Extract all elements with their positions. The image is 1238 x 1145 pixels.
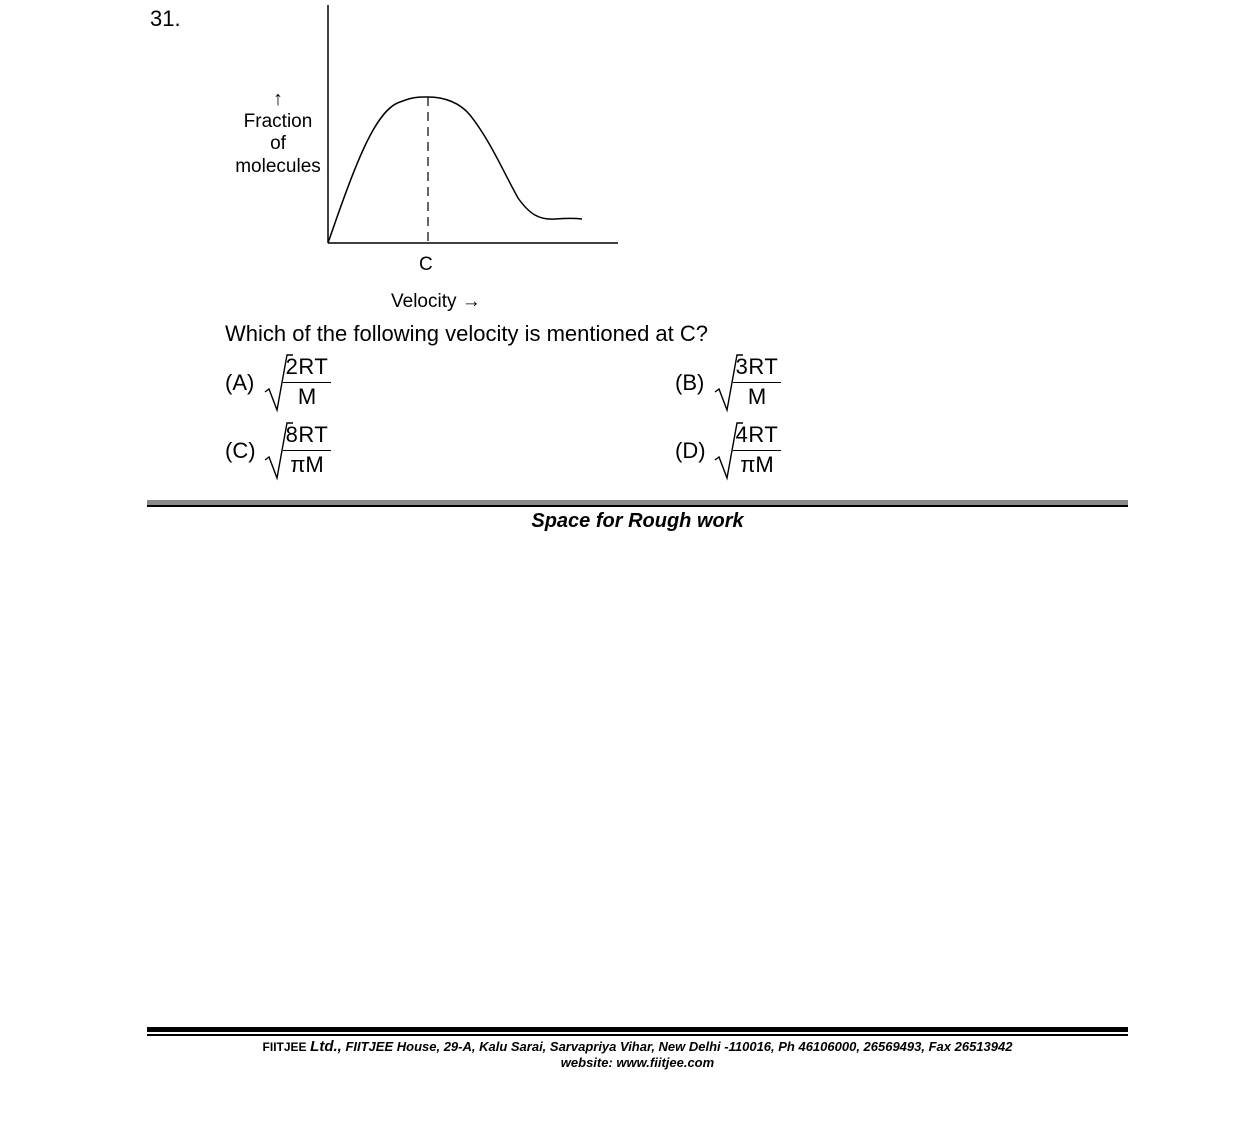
peak-label: C [419, 254, 433, 275]
brand-name: FIITJEE [262, 1040, 307, 1054]
fraction [733, 422, 781, 479]
question-number: 31. [150, 6, 181, 31]
denominator: πM [290, 452, 324, 477]
y-axis-label [228, 88, 328, 178]
option-label: (A) [225, 370, 255, 395]
footer-divider [147, 1027, 1128, 1032]
divider [147, 505, 1128, 507]
option-c[interactable] [225, 420, 445, 490]
question-text: Which of the following velocity is mentioned at C? [225, 321, 709, 346]
numerator: 8RT [285, 422, 329, 447]
option-a[interactable] [225, 352, 445, 422]
fraction [733, 354, 781, 411]
denominator: M [747, 384, 767, 409]
option-label: (C) [225, 438, 256, 463]
option-label: (B) [675, 370, 705, 395]
up-arrow-icon: ↑ [273, 88, 283, 110]
fraction [283, 422, 331, 479]
footer-address-line [0, 1039, 1238, 1055]
rough-work-heading: Space for Rough work [531, 510, 744, 532]
denominator: M [297, 384, 317, 409]
y-label-line-3: molecules [235, 155, 321, 177]
x-axis-label: Velocity → [391, 291, 481, 312]
denominator: πM [740, 452, 774, 477]
brand-ltd: Ltd., [310, 1038, 342, 1055]
numerator: 4RT [735, 422, 779, 447]
footer-address: FIITJEE House, 29-A, Kalu Sarai, Sarvapriya Vihar, New Delhi -110016, Ph 46106000, 26569493, Fax 26513942 [345, 1039, 1013, 1054]
option-d[interactable] [675, 420, 895, 490]
y-label-line-2: of [270, 133, 286, 154]
y-label-line-1: Fraction [243, 110, 313, 132]
numerator: 2RT [285, 354, 329, 379]
numerator: 3RT [735, 354, 779, 379]
footer-divider [147, 1034, 1128, 1036]
footer-website[interactable]: website: www.fiitjee.com [560, 1055, 715, 1070]
option-label: (D) [675, 438, 706, 463]
footer [0, 1039, 1238, 1071]
fraction [283, 354, 331, 411]
distribution-curve [328, 97, 582, 243]
option-b[interactable] [675, 352, 895, 422]
